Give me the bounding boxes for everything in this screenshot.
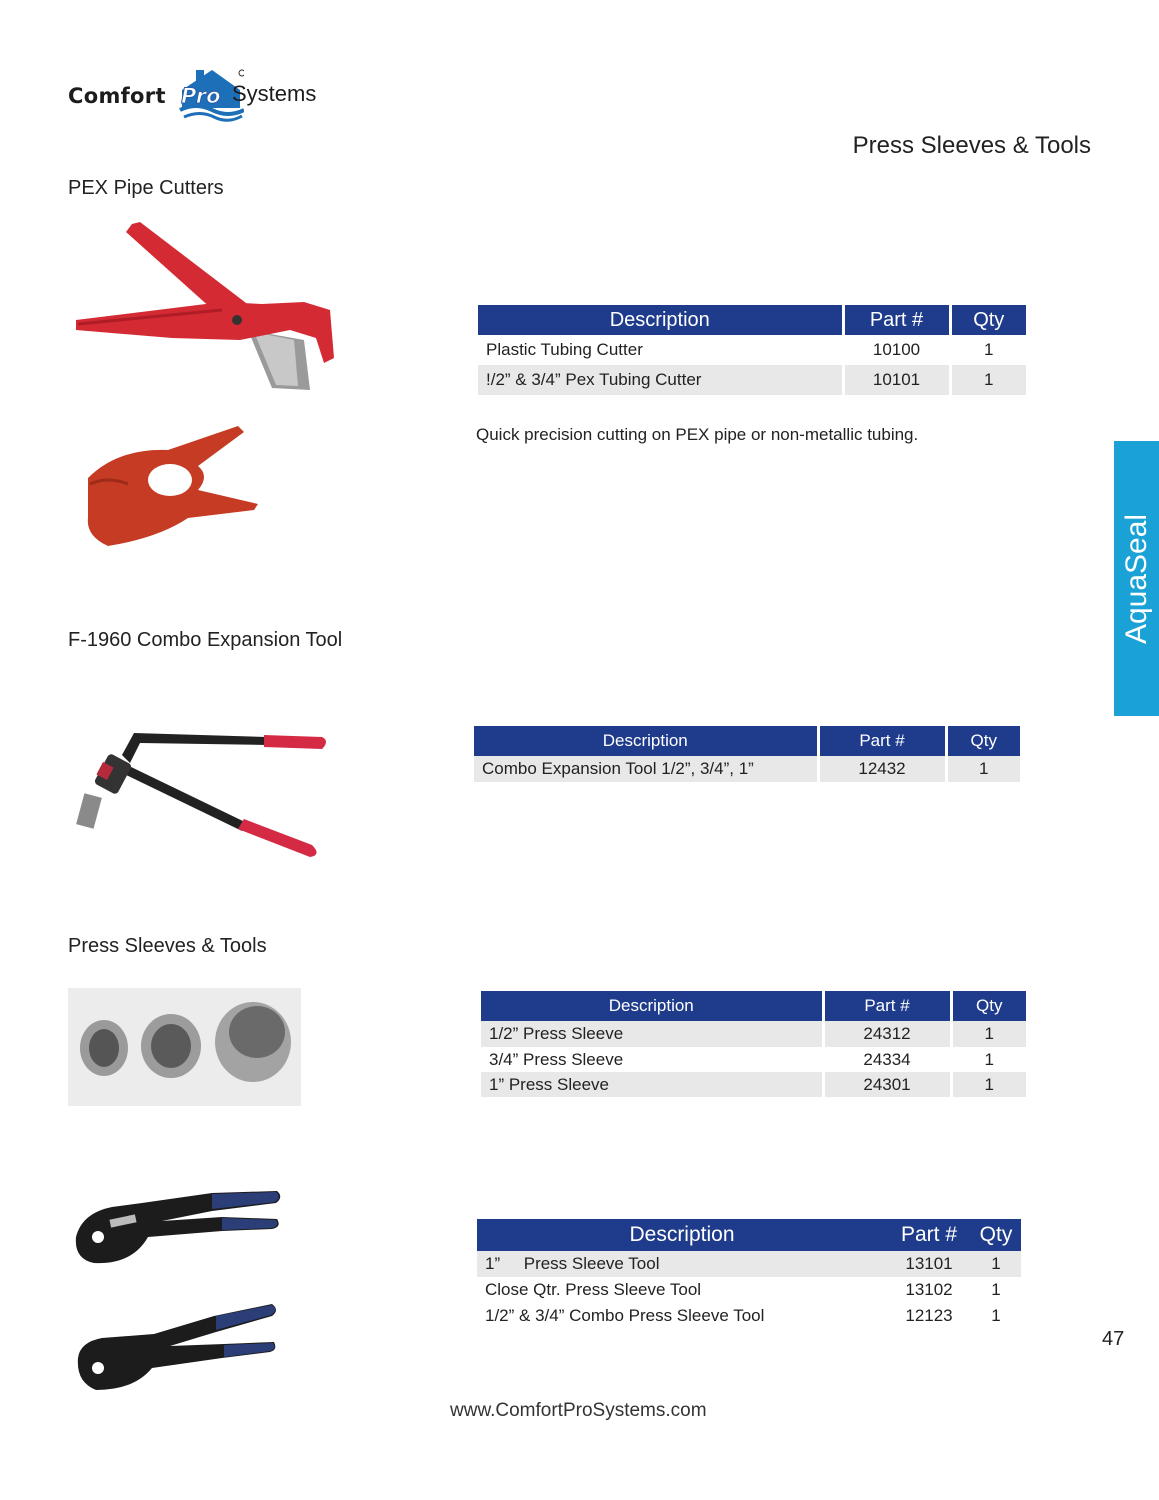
cell-description: 1/2” Press Sleeve — [481, 1021, 823, 1047]
cell-description: Combo Expansion Tool 1/2”, 3/4”, 1” — [474, 756, 818, 782]
cell-qty: 1 — [950, 365, 1026, 395]
cell-description: Plastic Tubing Cutter — [486, 340, 643, 359]
footer-website-link[interactable]: www.ComfortProSystems.com — [450, 1400, 707, 1421]
header-description: Description — [477, 1219, 887, 1251]
plastic-cutter-image — [78, 418, 268, 553]
cell-description: 1/2” & 3/4” Combo Press Sleeve Tool — [485, 1306, 765, 1325]
header-qty: Qty — [950, 305, 1026, 335]
expansion-table — [474, 726, 1020, 782]
header-qty: Qty — [951, 991, 1026, 1021]
press-sleeve-tool-image — [72, 1185, 284, 1270]
side-tab — [1114, 441, 1159, 716]
logo-text-pro: Pro — [181, 84, 221, 108]
cell-description: 1” Press Sleeve Tool — [477, 1251, 887, 1277]
cell-part: 12123 — [905, 1306, 953, 1325]
press-tools-table — [477, 1219, 1021, 1329]
table-row — [481, 1072, 1026, 1097]
table-row — [477, 1277, 1021, 1303]
cell-qty: 1 — [951, 1047, 1026, 1072]
cell-qty: 1 — [991, 1306, 1001, 1325]
press-sleeves-image — [68, 988, 301, 1106]
header-part: Part # — [887, 1219, 971, 1251]
table-row — [477, 1303, 1021, 1329]
cell-qty: 1 — [951, 1021, 1026, 1047]
cell-part: 24334 — [823, 1047, 951, 1072]
header-part: Part # — [843, 305, 950, 335]
cell-qty: 1 — [971, 1251, 1021, 1277]
page-number: 47 — [1102, 1328, 1125, 1350]
cell-part: 10100 — [843, 335, 950, 365]
table-row — [478, 335, 1026, 365]
cell-part: 24301 — [823, 1072, 951, 1097]
cell-part: 24312 — [823, 1021, 951, 1047]
header-qty: Qty — [946, 726, 1020, 756]
header-part: Part # — [818, 726, 946, 756]
cutter-description-note: Quick precision cutting on PEX pipe or non-metallic tubing. — [476, 425, 919, 444]
logo-text-systems: Systems — [232, 81, 317, 106]
table-row — [474, 756, 1020, 782]
header-description: Description — [474, 726, 818, 756]
cell-description: 3/4” Press Sleeve — [489, 1049, 624, 1069]
table-header-row — [478, 305, 1026, 335]
section-title-cutters: PEX Pipe Cutters — [68, 177, 224, 199]
section-title-press: Press Sleeves & Tools — [68, 935, 267, 957]
logo-text-comfort: Comfort — [68, 84, 166, 108]
cell-description: Close Qtr. Press Sleeve Tool — [485, 1280, 702, 1299]
header-description: Description — [478, 305, 843, 335]
cell-qty: 1 — [946, 756, 1020, 782]
cell-part: 13102 — [905, 1280, 953, 1299]
header-part: Part # — [823, 991, 951, 1021]
pex-cutter-image — [72, 220, 336, 395]
section-title-expansion: F-1960 Combo Expansion Tool — [68, 629, 343, 651]
header-description: Description — [481, 991, 823, 1021]
sleeves-table — [481, 991, 1026, 1097]
table-header-row — [477, 1219, 1021, 1251]
cell-description: !/2” & 3/4” Pex Tubing Cutter — [478, 365, 843, 395]
cell-part: 12432 — [818, 756, 946, 782]
cell-qty: 1 — [991, 1280, 1001, 1299]
table-row — [477, 1251, 1021, 1277]
cell-part: 10101 — [843, 365, 950, 395]
table-header-row — [474, 726, 1020, 756]
combo-press-tool-image — [74, 1302, 280, 1397]
cell-qty: 1 — [951, 1072, 1026, 1097]
cell-qty: 1 — [950, 335, 1026, 365]
cell-part: 13101 — [887, 1251, 971, 1277]
table-row — [481, 1021, 1026, 1047]
cutters-table — [478, 305, 1026, 395]
company-logo — [66, 66, 326, 124]
table-header-row — [481, 991, 1026, 1021]
page-title: Press Sleeves & Tools — [852, 132, 1091, 159]
header-qty: Qty — [971, 1219, 1021, 1251]
expansion-tool-image — [72, 725, 332, 865]
table-row — [478, 365, 1026, 395]
side-tab-label: AquaSeal — [1119, 513, 1153, 644]
cell-description: 1” Press Sleeve — [481, 1072, 823, 1097]
table-row — [481, 1047, 1026, 1072]
